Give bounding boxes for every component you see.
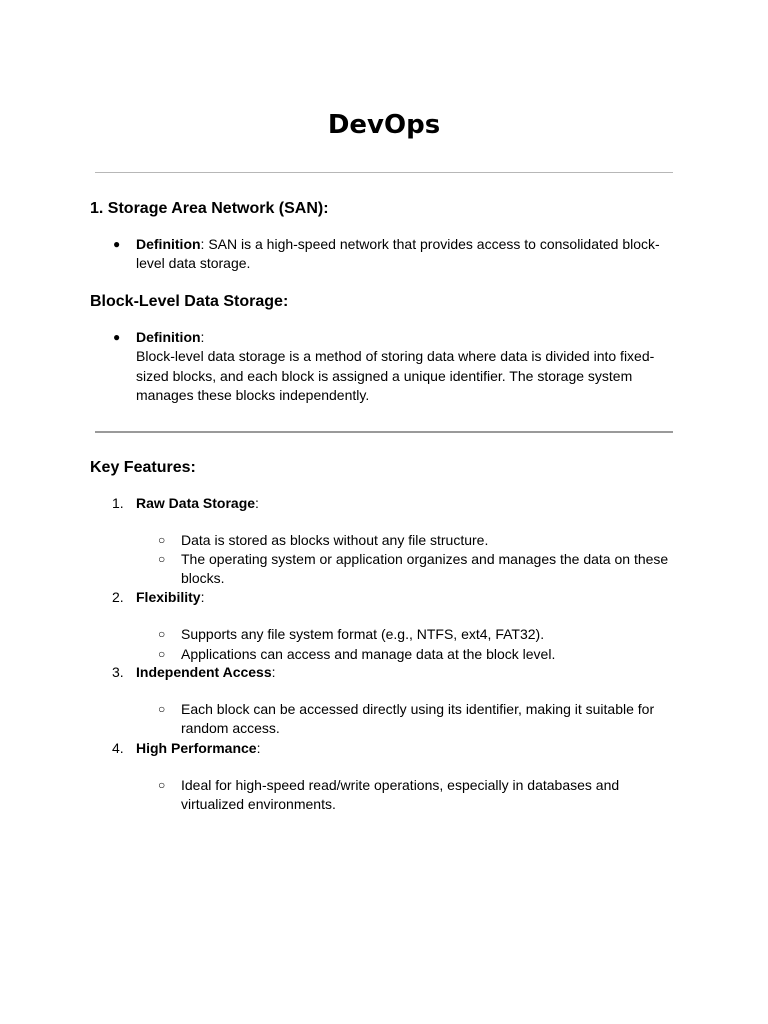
definition-text: SAN is a high-speed network that provides access to consolidated block-level data storage. [136, 236, 660, 272]
bullet-circle: ○ [158, 778, 166, 792]
list-number: 1. [112, 495, 124, 511]
feature-label: Independent Access [136, 664, 272, 680]
feature-label: High Performance [136, 740, 257, 756]
key-features-heading: Key Features: [90, 459, 196, 476]
title-divider [95, 172, 673, 173]
definition-label: Definition [136, 329, 201, 345]
feature-detail: Applications can access and manage data at the block level. [181, 646, 556, 662]
feature-title [136, 588, 204, 607]
bullet-circle: ○ [158, 552, 166, 566]
feature-label: Flexibility [136, 589, 201, 605]
list-number: 3. [112, 664, 124, 680]
feature-colon: : [256, 740, 261, 756]
definition-colon: : [200, 329, 205, 345]
list-number: 2. [112, 589, 124, 605]
bullet-disc: ● [113, 237, 121, 251]
feature-colon: : [271, 664, 276, 680]
feature-colon: : [255, 495, 259, 511]
feature-title [136, 663, 276, 682]
bullet-circle: ○ [158, 702, 166, 716]
bullet-disc: ● [113, 330, 121, 344]
feature-detail: Each block can be accessed directly using its identifier, making it suitable for random access. [181, 701, 655, 736]
block-storage-heading: Block-Level Data Storage: [90, 293, 289, 310]
section-divider [95, 431, 673, 433]
feature-detail: Ideal for high-speed read/write operations, especially in databases and virtualized environments. [181, 777, 620, 812]
feature-label: Raw Data Storage [136, 495, 256, 511]
bullet-circle: ○ [158, 533, 166, 547]
feature-title [136, 739, 260, 758]
feature-detail: The operating system or application organizes and manages the data on these blocks. [181, 551, 669, 586]
san-definition [136, 235, 666, 274]
feature-title [136, 494, 259, 513]
bullet-circle: ○ [158, 647, 166, 661]
feature-detail: Data is stored as blocks without any file structure. [181, 532, 489, 548]
feature-detail: Supports any file system format (e.g., NTFS, ext4, FAT32). [181, 626, 545, 642]
feature-colon: : [200, 589, 205, 605]
san-heading: 1. Storage Area Network (SAN): [90, 200, 329, 217]
definition-text: Block-level data storage is a method of storing data where data is divided into fixed-sized blocks, and each block is assigned a unique identifier. The storage system manages these blocks independently. [136, 348, 655, 403]
block-definition [136, 328, 666, 405]
page-title: DevOps [327, 110, 441, 140]
list-number: 4. [112, 740, 124, 756]
definition-label: Definition [136, 236, 201, 252]
definition-colon: : [200, 236, 205, 252]
bullet-circle: ○ [158, 627, 166, 641]
